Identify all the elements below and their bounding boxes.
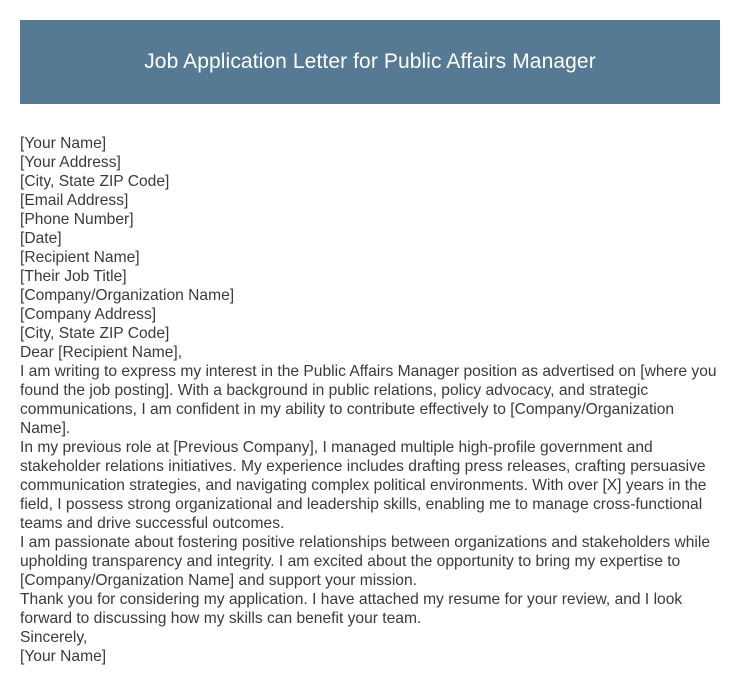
signature: [Your Name] [20,648,107,665]
recipient-job-title: [Their Job Title] [20,268,127,285]
paragraph-introduction: I am writing to express my interest in the Public Affairs Manager position as advertised on [where you found the job posting]. With a background in public relations, policy advocacy, and strategic communications, I am confident in my ability to contribute effectively to [Company/Organization Name]. [20,363,717,437]
paragraph-experience: In my previous role at [Previous Company], I managed multiple high-profile government and stakeholder relations initiatives. My experience includes drafting press releases, crafting persuasive communication strategies, and navigating complex political environments. With over [X] years in the field, I possess strong organizational and leadership skills, enabling me to manage cross-functional teams and drive successful outcomes. [20,439,707,532]
closing: Sincerely, [20,629,88,646]
letter-date: [Date] [20,230,62,247]
salutation: Dear [Recipient Name], [20,344,183,361]
sender-address: [Your Address] [20,154,121,171]
recipient-name: [Recipient Name] [20,249,140,266]
paragraph-motivation: I am passionate about fostering positive relationships between organizations and stakeholders while upholding transparency and integrity. I am excited about the opportunity to bring my expertise to [Company/Organization Name] and support your mission. [20,534,711,589]
sender-phone: [Phone Number] [20,211,134,228]
sender-email: [Email Address] [20,192,129,209]
recipient-address: [Company Address] [20,306,157,323]
paragraph-closing: Thank you for considering my application. I have attached my resume for your review, and I look forward to discussing how my skills can benefit your team. [20,591,683,627]
recipient-organization: [Company/Organization Name] [20,287,235,304]
letter-body [20,134,720,666]
letter-title-banner [20,20,720,104]
page-title: Job Application Letter for Public Affairs Manager [144,50,596,73]
sender-name: [Your Name] [20,135,107,152]
recipient-city-state-zip: [City, State ZIP Code] [20,325,170,342]
sender-city-state-zip: [City, State ZIP Code] [20,173,170,190]
